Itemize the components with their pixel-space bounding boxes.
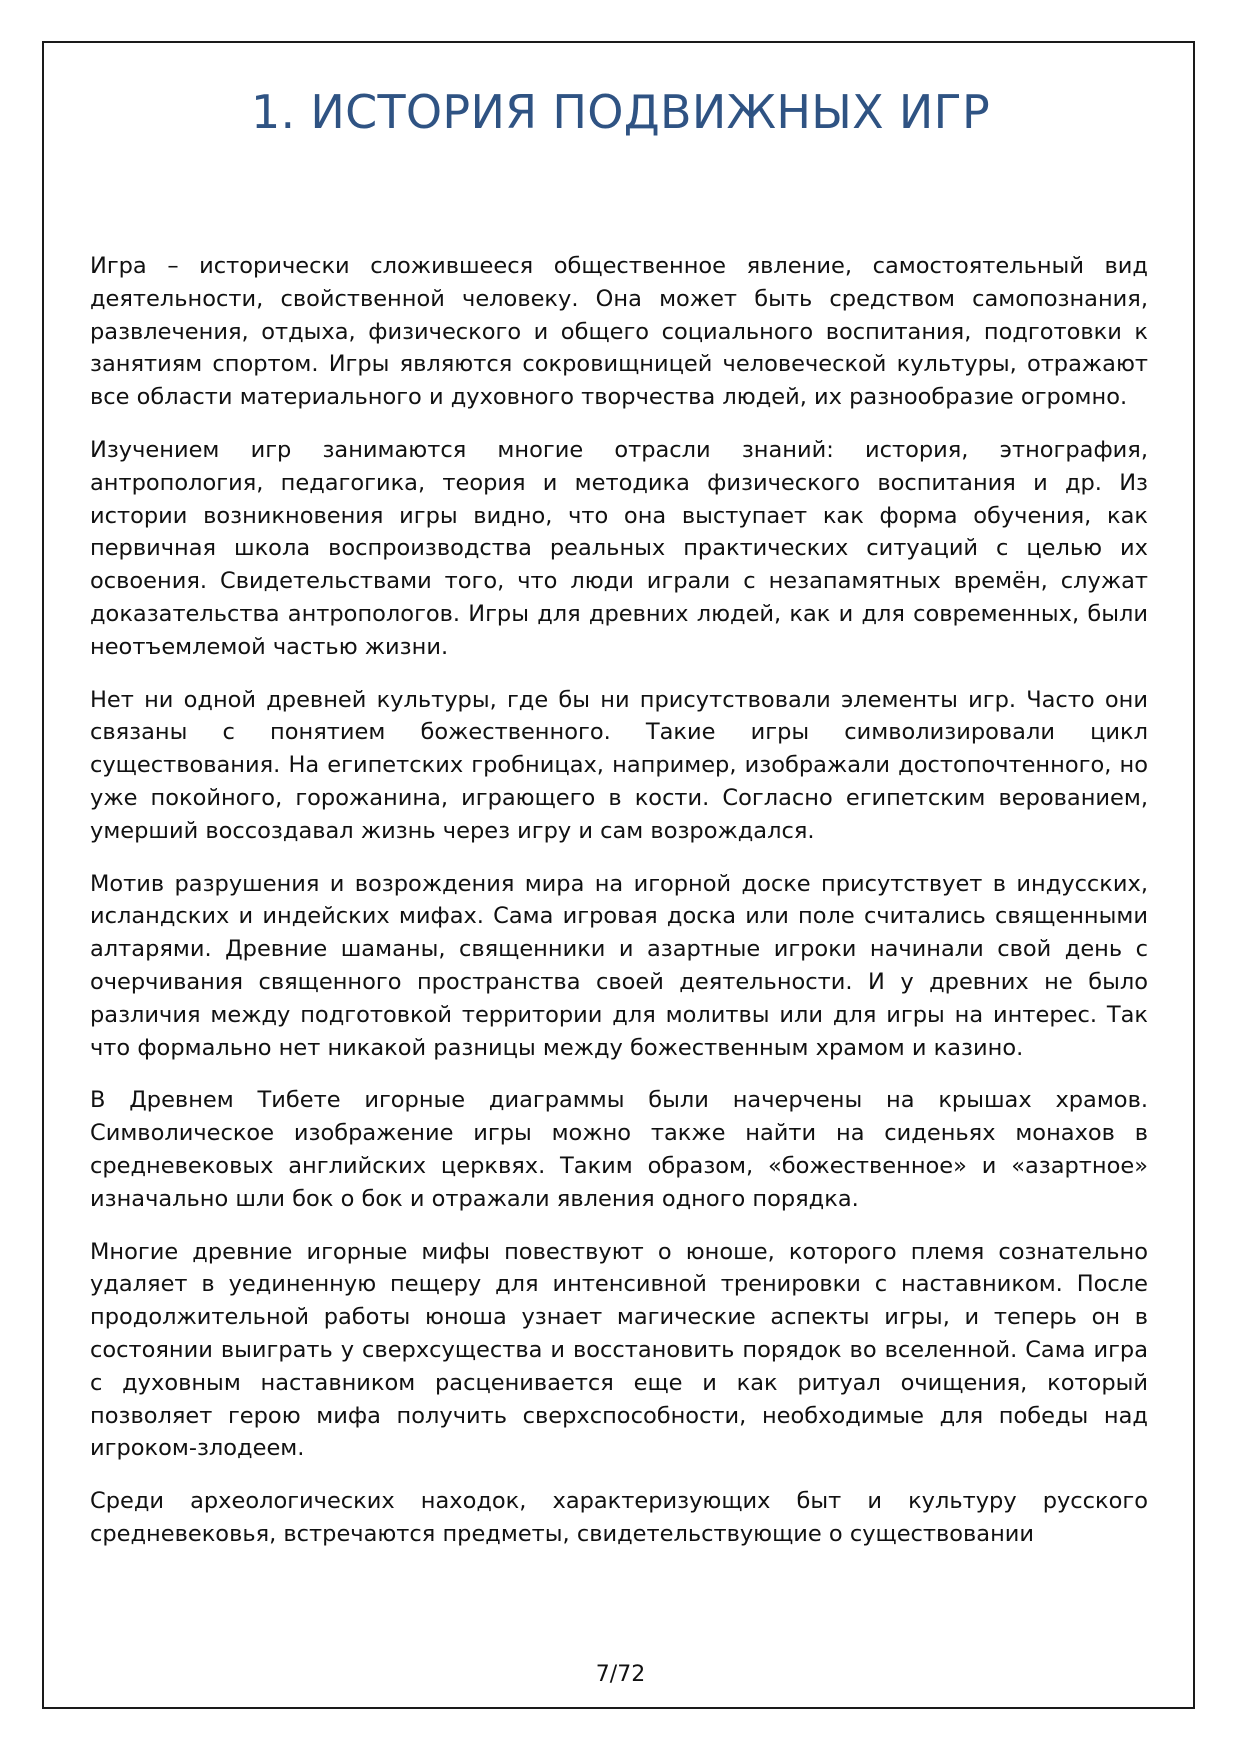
paragraph: Среди археологических находок, характеризующих быт и культуру русского средневековья, встречаются предметы, свидетельствующие о существовании [90, 1488, 1148, 1547]
paragraph: Мотив разрушения и возрождения мира на игорной доске присутствует в индусских, исландских и индейских мифах. Сама игровая доска или поле считались священными алтарями. Древние шаманы, священники и азартные игроки начинали свой день с очерчивания священного пространства своей деятельности. И у древних не было различия между подготовкой территории для молитвы или для игры на интерес. Так что формально нет никакой разницы между божественным храмом и казино. [90, 870, 1148, 1061]
document-body [90, 250, 1148, 1571]
paragraph: Нет ни одной древней культуры, где бы ни присутствовали элементы игр. Часто они связаны с понятием божественного. Такие игры символизировали цикл существования. На египетских гробницах, например, изображали достопочтенного, но уже покойного, горожанина, играющего в кости. Согласно египетским верованием, умерший воссоздавал жизнь через игру и сам возрождался. [90, 686, 1148, 844]
paragraph: Игра – исторически сложившееся общественное явление, самостоятельный вид деятельности, свойственной человеку. Она может быть средством самопознания, развлечения, отдыха, физического и общего социального воспитания, подготовки к занятиям спортом. Игры являются сокровищницей человеческой культуры, отражают все области материального и духовного творчества людей, их разнообразие огромно. [90, 253, 1148, 411]
paragraph: Многие древние игорные мифы повествуют о юноше, которого племя сознательно удаляет в уединенную пещеру для интенсивной тренировки с наставником. После продолжительной работы юноша узнает магические аспекты игры, и теперь он в состоянии выиграть у сверхсущества и восстановить порядок во вселенной. Сама игра с духовным наставником расценивается еще и как ритуал очищения, который позволяет герою мифа получить сверхспособности, необходимые для победы над игроком-злодеем. [90, 1238, 1148, 1462]
page-number: 7/72 [595, 1662, 646, 1687]
page-title: 1. ИСТОРИЯ ПОДВИЖНЫХ ИГР [250, 85, 991, 139]
paragraph: В Древнем Тибете игорные диаграммы были начерчены на крышах храмов. Символическое изображение игры можно также найти на сиденьях монахов в средневековых английских церквях. Таким образом, «божественное» и «азартное» изначально шли бок о бок и отражали явления одного порядка. [90, 1087, 1148, 1212]
paragraph: Изучением игр занимаются многие отрасли знаний: история, этнография, антропология, педагогика, теория и методика физического воспитания и др. Из истории возникновения игры видно, что она выступает как форма обучения, как первичная школа воспроизводства реальных практических ситуаций с целью их освоения. Свидетельствами того, что люди играли с незапамятных времён, служат доказательства антропологов. Игры для древних людей, как и для современных, были неотъемлемой частью жизни. [90, 436, 1148, 660]
